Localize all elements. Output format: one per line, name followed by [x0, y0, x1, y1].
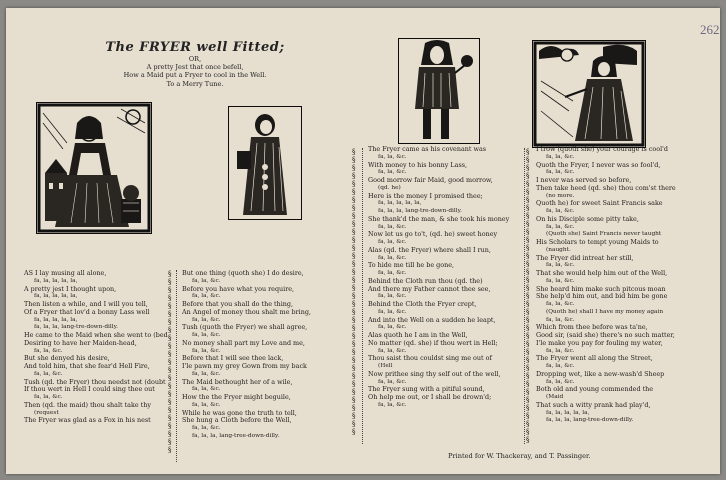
verse-line: Good morrow fair Maid, good morrow,	[368, 176, 493, 184]
verse-line: Oh help me out, or I shall be drown'd;	[368, 393, 492, 401]
verse-line: fa, la, la, la, la,	[546, 409, 590, 416]
verse-line: Quoth the Fryer, I never was so fool'd,	[536, 160, 661, 169]
verse-line: She hung a Cloth before the Well,	[182, 416, 292, 425]
verse-line: fa, la, &c.	[378, 270, 407, 276]
verse-line: fa, la, &c.	[378, 401, 407, 408]
verse-line: fa, la, &c.	[378, 378, 407, 385]
verse-column-1	[24, 270, 168, 466]
title-or: OR,	[188, 55, 202, 63]
verse-line: fa, la, la, lang-tree-down-dilly.	[192, 432, 280, 439]
verse-line: fa, la, &c.	[192, 293, 221, 300]
verse-line: To hide me till he be gone,	[368, 261, 455, 270]
verse-line: fa, la, &c.	[192, 332, 221, 338]
verse-line: fa, la, &c.	[192, 347, 221, 354]
verse-line: (no more.	[546, 192, 575, 199]
verse-line: She help'd him out, and bid him be gone	[536, 292, 668, 301]
verse-line: She thank'd the man, & she took his money	[368, 214, 510, 223]
verse-line: (Maid	[546, 394, 564, 400]
verse-line: Desiring to have her Maiden-head,	[24, 338, 137, 347]
verse-line: AS I lay musing all alone,	[24, 270, 107, 277]
verse-line: fa, la, la, lang-tree-down-dilly.	[546, 417, 634, 424]
verse-line: The Fryer sung with a pitiful sound,	[368, 385, 485, 394]
verse-line: I never was served so before,	[536, 176, 632, 184]
verse-line: The Fryer was glad as a Fox in his nest	[24, 416, 151, 425]
verse-line: fa, la, &c.	[546, 277, 575, 284]
verse-line: fa, la, la, la, la,	[378, 200, 422, 207]
verse-line: Both old and young commended the	[536, 385, 654, 394]
verse-line: fa, la, &c.	[546, 363, 575, 369]
verse-column-4	[536, 146, 714, 446]
folio-number: 262	[700, 22, 720, 37]
verse-line: fa, la, &c.	[546, 169, 575, 176]
verse-line: But one thing (quoth she) I do desire,	[182, 270, 304, 277]
verse-line: His Scholars to tempt young Maids to	[536, 238, 659, 246]
woodcut-woman-in-garden	[36, 102, 152, 234]
verse-line: fa, la, &c.	[378, 324, 407, 331]
verse-line: fa, la, la, lang-tre-down-dilly.	[34, 324, 118, 331]
verse-line: While he was gone the truth to tell,	[182, 408, 297, 417]
verse-line: And told him, that she fear'd Hell Fire,	[24, 362, 150, 370]
verse-line: On his Disciple some pitty take,	[536, 214, 639, 223]
woodcut-gentleman	[398, 38, 480, 144]
verse-line: Now let us go to't, (qd. he) sweet honey	[368, 230, 498, 239]
verse-line: fa, la, &c.	[192, 401, 221, 408]
column-divider	[524, 148, 525, 444]
verse-line: How the the Fryer might beguile,	[182, 393, 291, 401]
ornament-strip: § § § § § § § § § § § § § § § § § § § § § § § § § § § § § § § § § § § §	[352, 148, 356, 436]
verse-line: fa, la, &c.	[192, 370, 221, 377]
verse-line: She heard him make such pitcous moan	[536, 284, 666, 293]
verse-line: If thou wert in Hell I could sing thee out	[24, 385, 155, 394]
tune-line: To a Merry Tune.	[166, 79, 224, 88]
verse-line: Tush (qd. the Fryer) thou needst not (doubt	[24, 377, 166, 386]
verse-line: With money to his bonny Lass,	[368, 160, 468, 169]
verse-line: fa, la, &c.	[546, 316, 575, 323]
verse-line: fa, la, la, la, la,	[34, 293, 78, 300]
verse-line: fa, la, &c.	[546, 153, 575, 160]
verse-line: (request	[34, 409, 59, 416]
verse-column-3	[368, 146, 524, 446]
verse-line: Behind the Cloth run thou (qd. the)	[368, 276, 483, 285]
verse-line: fa, la, &c.	[378, 223, 407, 230]
verse-column-2	[182, 270, 350, 466]
verse-line: I'le pawn my grey Gown from my back	[182, 362, 307, 370]
verse-line: No money shall part my Love and me,	[182, 338, 305, 347]
verse-line: Behind the Cloth the Fryer crept,	[368, 300, 477, 308]
verse-line: fa, la, &c.	[192, 316, 221, 323]
column-divider	[176, 270, 177, 462]
verse-line: That such a witty prank had play'd,	[536, 400, 651, 409]
verse-line: fa, la, &c.	[34, 370, 63, 377]
verse-line: fa, la, &c.	[546, 223, 575, 230]
verse-line: The Fryer came as his covenant was	[368, 146, 487, 153]
verse-line: (naught.	[546, 246, 571, 253]
printer-imprint: Printed for W. Thackeray, and T. Passinger.	[448, 452, 591, 460]
verse-line: But she denyed his desire,	[24, 354, 110, 363]
verse-line: A pretty jest I thought upon,	[24, 284, 117, 293]
verse-line: fa, la, &c.	[34, 394, 63, 400]
verse-line: Before that I will see thee lack,	[182, 354, 284, 363]
woodcut-fryer	[228, 106, 302, 220]
verse-line: The Maid bethought her of a wile,	[182, 377, 293, 386]
verse-line: fa, la, la, la, la,	[34, 277, 78, 284]
verse-line: (Hell	[378, 363, 393, 369]
verse-line: Before you have what you require,	[182, 284, 295, 293]
subtitle-line-2: How a Maid put a Fryer to cool in the Well.	[123, 71, 267, 80]
verse-line: (Quoth she) Saint Francis never taught	[546, 231, 662, 238]
verse-line: fa, la, la, la, la,	[34, 316, 78, 323]
verse-line: fa, la, &c.	[378, 254, 407, 261]
verse-line: And there my Father cannot thee see,	[368, 284, 491, 293]
verse-line: fa, la, &c.	[378, 239, 407, 245]
verse-line: And into the Well on a sudden he leapt,	[368, 315, 496, 324]
ornament-strip: § § § § § § § § § § § § § § § § § § § § § § § § § § § § § § § § § § § § §	[526, 148, 530, 444]
verse-line: No matter (qd. she) if thou wert in Hell;	[368, 338, 498, 347]
title-block	[90, 40, 300, 88]
verse-line: He came to the Maid when she went to (bed	[24, 331, 168, 339]
verse-line: Quoth he) for sweet Saint Francis sake	[536, 199, 663, 208]
ornament-strip: § § § § § § § § § § § § § § § § § § § § § § §	[168, 270, 172, 454]
verse-line: Here is the money I promised thee;	[368, 191, 483, 200]
verse-line: (Quoth he) shall I have my money again	[546, 308, 664, 315]
verse-line: fa, la, &c.	[546, 378, 575, 385]
verse-line: Of a Fryer that lov'd a bonny Lass well	[24, 307, 150, 316]
verse-line: Alas (qd. the Fryer) where shall I run,	[368, 245, 491, 254]
verse-line: Alas quoth he I am in the Well,	[368, 331, 468, 339]
verse-line: fa, la, &c.	[192, 277, 221, 284]
verse-line: Dropping wet, like a new-wash'd Sheep	[536, 369, 665, 378]
verse-line: fa, la, &c.	[378, 169, 407, 176]
verse-line: The Fryer went all along the Street,	[536, 354, 653, 363]
verse-line: (qd. he)	[378, 184, 401, 191]
verse-line: fa, la, &c.	[546, 262, 575, 269]
verse-line: Then take heed (qd. she) thou com'st there	[536, 183, 676, 192]
broadside-sheet	[6, 8, 720, 474]
verse-line: I trow (quoth she) your courage is cool'd	[536, 146, 668, 153]
verse-line: fa, la, &c.	[192, 425, 221, 431]
ballad-title: The FRYER well Fitted;	[105, 40, 285, 55]
verse-line: fa, la, &c.	[378, 347, 407, 354]
verse-line: fa, la, &c.	[546, 301, 575, 307]
woodcut-woman-with-sun	[532, 40, 646, 148]
verse-line: That she would help him out of the Well,	[536, 269, 668, 277]
verse-line: Tush (quoth the Fryer) we shall agree,	[182, 323, 308, 332]
subtitle-line-1: A pretty Jest that once befell,	[146, 63, 244, 72]
verse-line: fa, la, &c.	[546, 208, 575, 214]
verse-line: Then (qd. the maid) thou shalt take thy	[24, 400, 151, 409]
verse-line: Now prithee sing thy self out of the well,	[368, 369, 501, 378]
verse-line: fa, la, &c.	[546, 347, 575, 354]
verse-line: An Angel of money thou shalt me bring,	[182, 307, 311, 316]
verse-line: fa, la, &c.	[192, 386, 221, 393]
verse-line: fa, la, &c.	[378, 308, 407, 315]
verse-line: fa, la, &c.	[378, 153, 407, 160]
verse-line: Good sir, (said she) there's no such matter,	[536, 331, 675, 339]
verse-line: I'le make you pay for fouling my water,	[536, 338, 663, 347]
verse-line: Which from thee before was ta'ne,	[536, 323, 648, 332]
verse-line: Then listen a while, and I will you tell,	[24, 300, 148, 308]
verse-line: Thou saist thou couldst sing me out of	[368, 354, 492, 363]
verse-line: Before that you shall do the thing,	[182, 300, 294, 308]
column-divider	[362, 148, 363, 444]
verse-line: fa, la, la, lang-tre-down-dilly.	[378, 208, 462, 214]
verse-line: fa, la, &c.	[378, 293, 407, 300]
verse-line: fa, la, &c.	[34, 347, 63, 354]
verse-line: The Fryer did intreat her still,	[536, 253, 634, 262]
